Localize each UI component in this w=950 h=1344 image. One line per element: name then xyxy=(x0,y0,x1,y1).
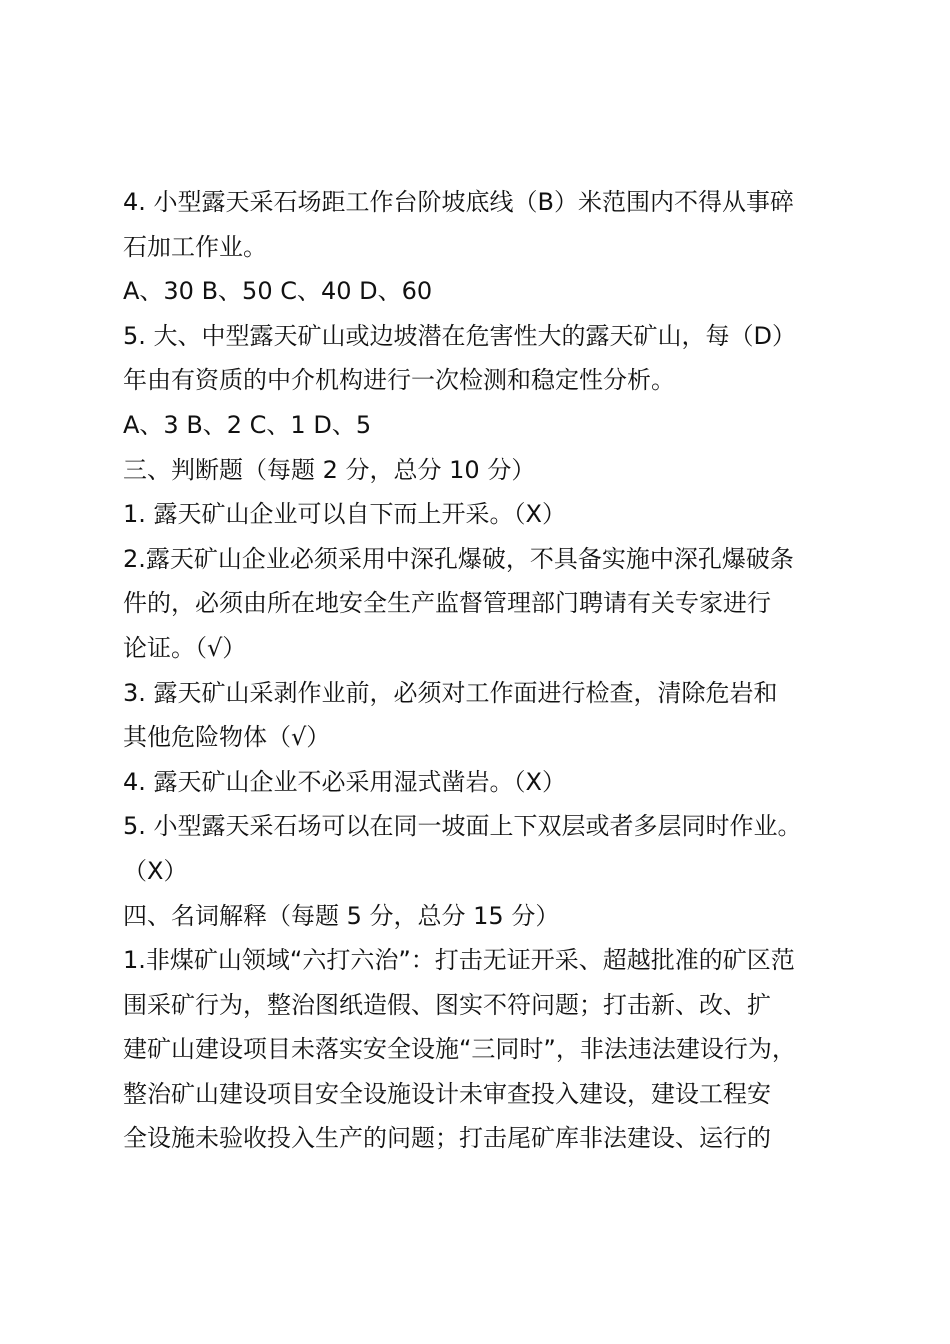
text-line: 建矿山建设项目未落实安全设施“三同时”，非法违法建设行为， xyxy=(123,1035,796,1064)
text-line: A、3 B、2 C、1 D、5 xyxy=(123,410,372,439)
text-line: 论证。（√） xyxy=(123,633,247,662)
text-line: 石加工作业。 xyxy=(123,232,267,261)
document-body xyxy=(123,180,853,1161)
text-line: 1. 露天矿山企业可以自下而上开采。（X） xyxy=(123,500,566,529)
text-line: 3. 露天矿山采剥作业前，必须对工作面进行检查，清除危岩和 xyxy=(123,678,778,707)
text-line: 5. 小型露天采石场可以在同一坡面上下双层或者多层同时作业。 xyxy=(123,812,802,841)
text-line: 全设施未验收投入生产的问题；打击尾矿库非法建设、运行的 xyxy=(123,1124,771,1153)
text-line: 年由有资质的中介机构进行一次检测和稳定性分析。 xyxy=(123,366,675,395)
text-line: 整治矿山建设项目安全设施设计未审查投入建设，建设工程安 xyxy=(123,1079,771,1108)
text-line: 4. 小型露天采石场距工作台阶坡底线（B）米范围内不得从事碎 xyxy=(123,188,794,216)
text-line: 4. 露天矿山企业不必采用湿式凿岩。（X） xyxy=(123,767,566,796)
text-line: 其他危险物体（√） xyxy=(123,723,331,752)
section-heading: 三、判断题（每题 2 分，总分 10 分） xyxy=(123,455,536,484)
text-line: （X） xyxy=(123,856,188,885)
text-line: A、30 B、50 C、40 D、60 xyxy=(123,277,433,306)
text-line: 1.非煤矿山领域“六打六治”：打击无证开采、超越批准的矿区范 xyxy=(123,946,795,975)
text-line: 件的，必须由所在地安全生产监督管理部门聘请有关专家进行 xyxy=(123,589,771,618)
section-heading: 四、名词解释（每题 5 分，总分 15 分） xyxy=(123,901,560,930)
text-line: 2.露天矿山企业必须采用中深孔爆破，不具备实施中深孔爆破条 xyxy=(123,544,794,573)
text-line: 围采矿行为，整治图纸造假、图实不符问题；打击新、改、扩 xyxy=(123,990,771,1019)
text-line: 5. 大、中型露天矿山或边坡潜在危害性大的露天矿山，每（D） xyxy=(123,321,797,350)
